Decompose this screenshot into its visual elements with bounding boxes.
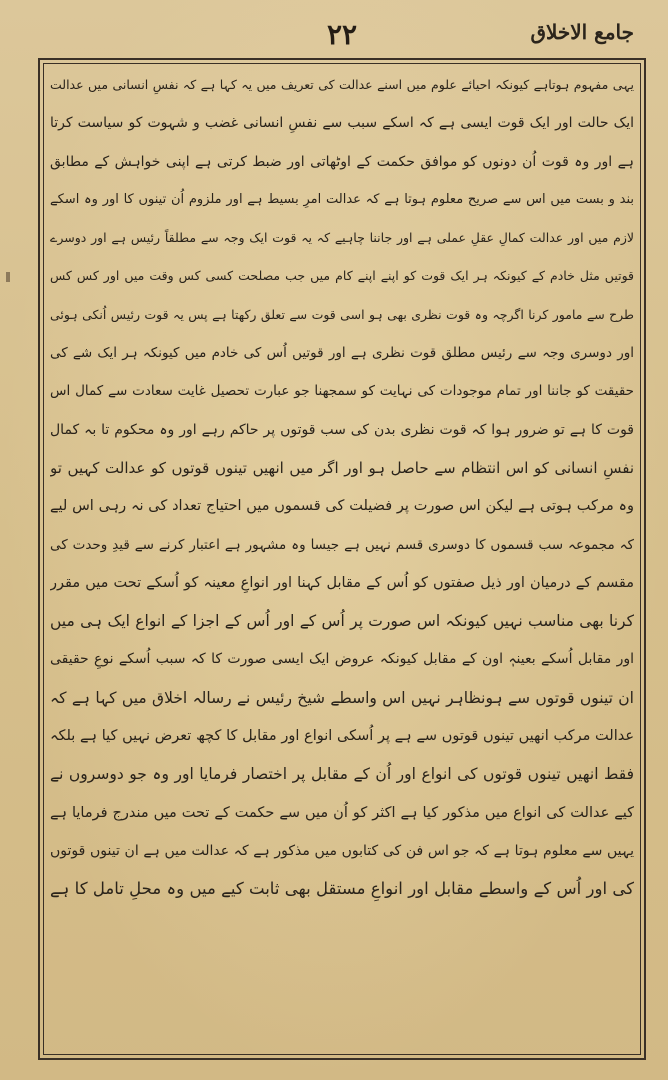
text-line: ایک حالت اور ایک قوت ایسی ہے کہ اسکے سبب سے نفسِ انسانی غضب و شہوت کو سیاست کرتا [50, 115, 634, 132]
page-header [40, 18, 644, 58]
text-line: قوت کا ہے تو ضرور ہوا کہ قوت نظری بدن کی سب قوتوں پر حاکم رہے اور وہ محکوم تا بہ کمال [50, 421, 634, 438]
text-line: کہ مجموعہ سب قسموں کا دوسری قسم نہیں ہے جیسا وہ مشہور ہے اعتبار کرنے سے قیدِ وحدت کی [50, 536, 634, 553]
running-title: جامع الاخلاق [530, 20, 634, 44]
text-line: اور مقابل اُسکے بعینہٖ اون کے مقابل کیونکہ عروض ایک ایسی صورت کا کہ سبب اُسکے نوعِ حقیقی [50, 651, 634, 668]
text-line: یہیں سے معلوم ہوتا ہے کہ جو اس فن کی کتابوں میں مذکور ہے کہ عدالت میں ہے ان تینوں قوتوں [50, 842, 634, 859]
text-line: کی اور اُس کے واسطے مقابل اور انواعِ مستقل بھی ثابت کیے میں وہ محلِ تامل کا ہے [50, 879, 634, 899]
text-line: حقیقت کو جاننا اور تمام موجودات کی نہایت کو سمجھنا جو عبارت تحصیل غایت سعادت سے کمال اس [50, 383, 634, 400]
text-line: ہے اور وہ قوت اُن دونوں کو موافق حکمت کے اوٹھاتی اور ضبط کرتی ہے اپنی خواہش کے مطابق [50, 153, 634, 170]
text-line: طرح سے مامور کرنا اگرچہ وہ قوت نظری بھی ہو اسی قوت سے تعلق رکھتا ہے پس یہ قوت رئیس اُنکی ہوئی [50, 306, 634, 322]
text-line: لازم میں اور عدالت کمالِ عقلِ عملی ہے اور جاننا چاہیے کہ یہ قوت ایک وجہ سے مطلقاً رئیس ہے اور دوسرے [50, 230, 634, 246]
text-line: وہ مرکب ہوتی ہے لیکن اس صورت پر فضیلت کی قسموں میں احتیاج تعداد کی نہ رہی اس لیے [50, 498, 634, 515]
text-line: عدالت مرکب انھیں تینوں قوتوں سے ہے پر اُسکی انواع اور مقابل کا کچھ تعرض نہیں کیا ہے بلکہ [50, 728, 634, 745]
text-line: یہی مفہوم ہوتاہے کیونکہ احیائے علوم میں اسنے عدالت کی تعریف میں یہ کہا ہے کہ نفسِ انسانی میں عدالت [50, 77, 634, 92]
text-line: اور دوسری وجہ سے رئیس مطلق قوت نظری ہے اور قوتیں اُس کی خادم میں کیونکہ ہر ایک شے کی [50, 345, 634, 362]
text-line: مقسم کے درمیان اور ذیل صفتوں کو اُس کے مقابل کہنا اور انواعِ معینہ کو اُسکے تحت میں مقرر [50, 574, 634, 591]
page-number: ۲۲ [326, 18, 358, 51]
margin-mark [6, 272, 10, 282]
text-line: کیے عدالت کی انواع میں مذکور کیا ہے اکثر کو اُن میں سے حکمت کے تحت میں مندرج فرمایا ہے [50, 804, 634, 821]
body-text [50, 66, 634, 1050]
text-line: بند و بست میں اس سے صریح معلوم ہوتا ہے کہ عدالت امرِ بسیط ہے اور ملزوم اُن تینوں کا اور وہ اسکے [50, 191, 634, 207]
text-line: کرنا بھی مناسب نہیں کیونکہ اس صورت پر اُس کے اور اُس کے اجزا کے انواع ایک ہی میں [50, 612, 634, 631]
text-line: نفسِ انسانی کو اس انتظام سے حاصل ہو اور اگر میں انھیں تینوں قوتوں کو عدالت کہیں تو [50, 458, 634, 477]
text-line: ان تینوں قوتوں سے ہونظاہر نہیں اس واسطے شیخ رئیس نے رسالہ اخلاق میں کہا ہے کہ [50, 688, 634, 707]
text-line: قوتیں مثل خادم کے کیونکہ ہر ایک قوت کو اپنے اپنے کام میں جب مصلحت کسی کس وقت میں اور کس کس [50, 268, 634, 284]
text-line: فقط انھیں تینوں قوتوں کی انواع اور اُن کے مقابل پر اختصار فرمایا اور وہ جو دوسروں نے [50, 765, 634, 784]
